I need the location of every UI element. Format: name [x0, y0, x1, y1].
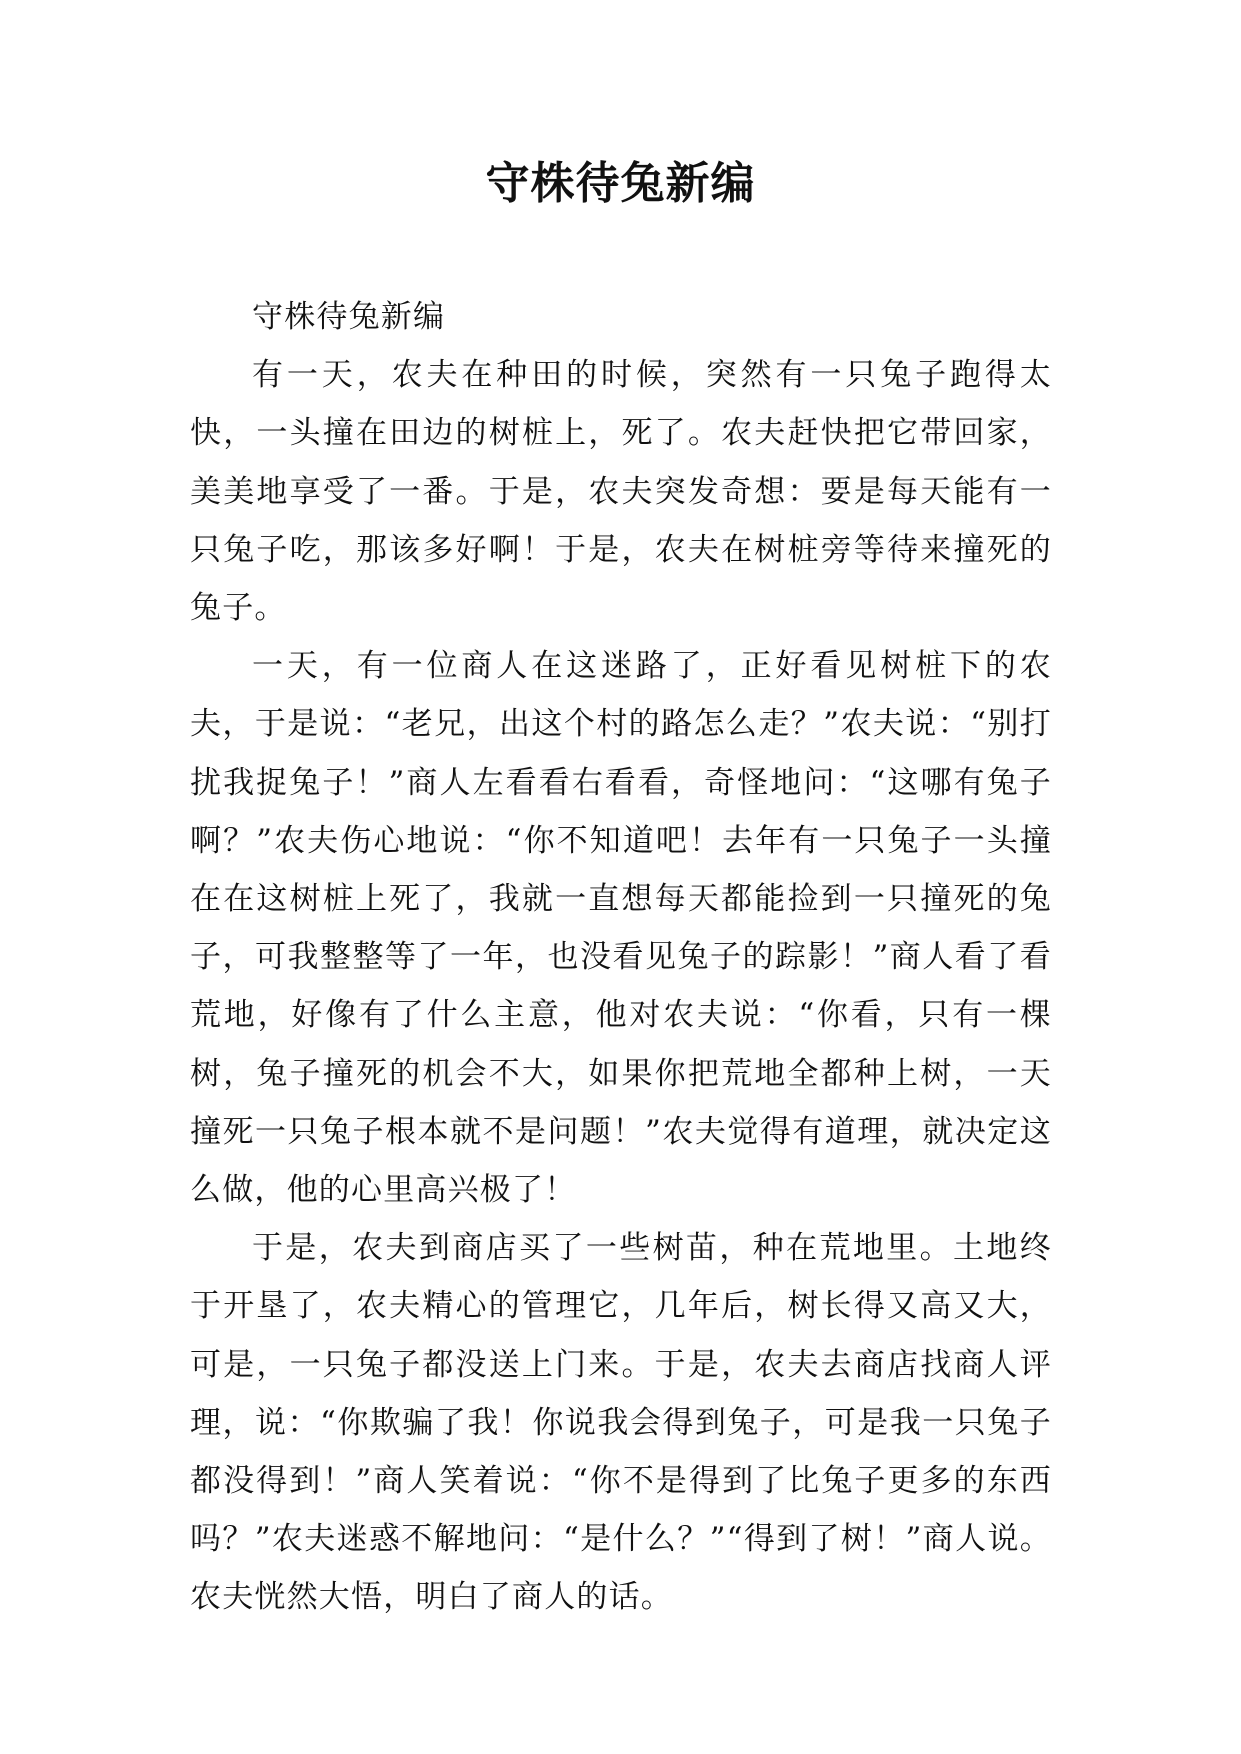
paragraph: 一天，有一位商人在这迷路了，正好看见树桩下的农夫，于是说：“老兄，出这个村的路怎么走？”农夫说：“别打扰我捉兔子！”商人左看看右看看，奇怪地问：“这哪有兔子啊？”农夫伤心地说：“你不知道吧！去年有一只兔子一头撞在在这树桩上死了，我就一直想每天都能捡到一只撞死的兔子，可我整整等了一年，也没看见兔子的踪影！”商人看了看荒地，好像有了什么主意，他对农夫说：“你看，只有一棵树，兔子撞死的机会不大，如果你把荒地全都种上树，一天撞死一只兔子根本就不是问题！”农夫觉得有道理，就决定这么做，他的心里高兴极了！ [190, 648, 1052, 1209]
document-body [190, 288, 1052, 1627]
paragraph-subtitle: 守株待兔新编 [252, 299, 446, 335]
paragraph: 于是，农夫到商店买了一些树苗，种在荒地里。土地终于开垦了，农夫精心的管理它，几年后，树长得又高又大，可是，一只兔子都没送上门来。于是，农夫去商店找商人评理，说：“你欺骗了我！你说我会得到兔子，可是我一只兔子都没得到！”商人笑着说：“你不是得到了比兔子更多的东西吗？”农夫迷惑不解地问：“是什么？”“得到了树！”商人说。农夫恍然大悟，明白了商人的话。 [190, 1230, 1052, 1616]
paragraph: 有一天，农夫在种田的时候，突然有一只兔子跑得太快，一头撞在田边的树桩上，死了。农夫赶快把它带回家，美美地享受了一番。于是，农夫突发奇想：要是每天能有一只兔子吃，那该多好啊！于是，农夫在树桩旁等待来撞死的兔子。 [190, 357, 1052, 627]
document-title: 守株待兔新编 [485, 158, 756, 209]
